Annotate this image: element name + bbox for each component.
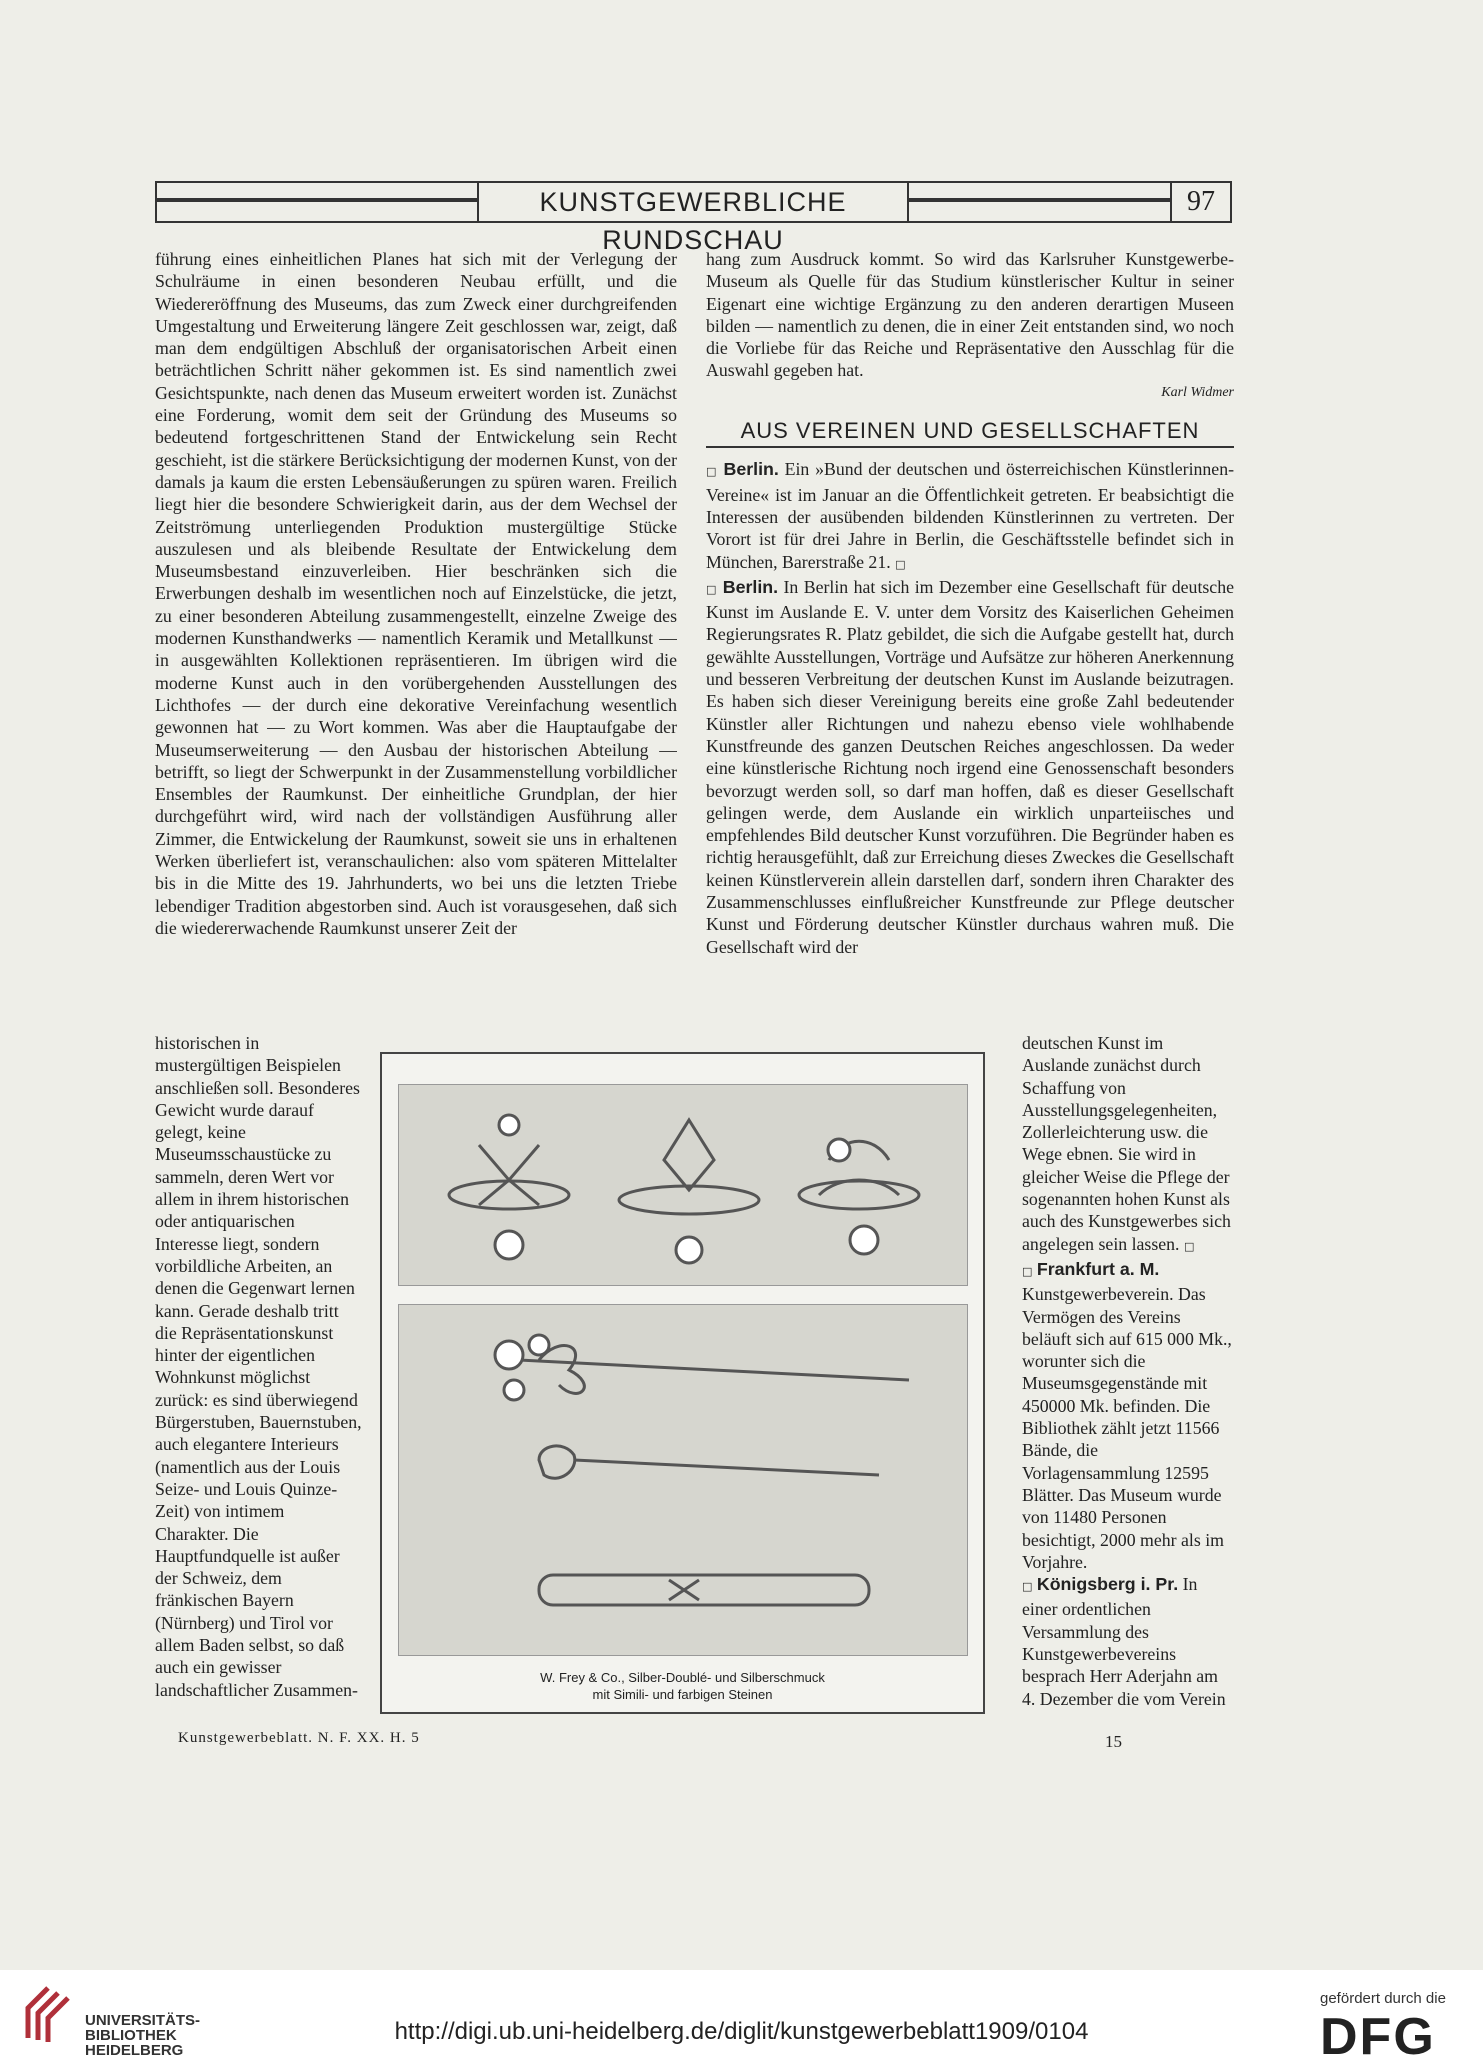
brooches-illustration (399, 1305, 967, 1655)
running-head (155, 181, 1232, 255)
left-column-narrow (155, 1032, 362, 1722)
footer-signature-number: 15 (1105, 1732, 1122, 1751)
figure-frame (380, 1052, 985, 1714)
news-item-berlin-2-cont (1022, 1032, 1232, 1258)
running-head-title: KUNSTGEWERBLICHE RUNDSCHAU (477, 183, 909, 221)
news-text: In Berlin hat sich im Dezember eine Gesellschaft für deutsche Kunst im Auslande E. V. unter dem Vorsitz des Kaiserlichen Geheimen Regierungsrates R. Platz gebildet, die sich die Aufgabe gestellt hat, durch gewählte Ausstellungen, Vorträge und Aufsätze zur höheren Anerkennung und besseren Verbreitung der deutschen Kunst im Auslande beizutragen. Es haben sich dieser Vereinigung bereits eine große Zahl bedeutender Künstler aller Richtungen und nahezu ebenso viele wohlhabende Kunstfreunde des ganzen Deutschen Reiches angeschlossen. Da weder eine künstlerische Richtung noch irgend eine Genossenschaft besonders bevorzugt werden soll, so darf man hoffen, daß es dieser Gesellschaft gelingen werde, dem Auslande ein wirklich unparteiisches und empfehlendes Bild deutscher Kunst vorzuführen. Die Begründer haben es richtig herausgefühlt, daß zur Erreichung dieses Zweckes die Gesellschaft keinen Künstlerverein allein darstellen darf, sondern ihren Charakter des Zusammenschlusses einflußreicher Kunstfreunde zur Pflege deutscher Kunst und Förderung deutscher Künstler durchaus wahren muß. Die Gesellschaft wird der (706, 576, 1234, 957)
library-name-line-3: HEIDELBERG (85, 2042, 184, 2059)
left-column (155, 248, 677, 1028)
bullet-square-icon: □ (1022, 1264, 1033, 1278)
library-name-line-1: UNIVERSITÄTS- (85, 2012, 201, 2029)
news-city: Berlin. (722, 576, 779, 597)
news-item-berlin-2 (706, 576, 1234, 958)
news-text: Ein »Bund der deutschen und österreichischen Künstlerinnen-Vereine« ist im Januar an die Öffentlichkeit getreten. Er beabsichtigt die Interessen der ausübenden bildenden Künstlerinnen zu vertreten. Der Vorort ist für drei Jahre in Berlin, die Geschäftsstelle befindet sich in München, Barerstraße 21. (706, 459, 1234, 572)
dfg-logo[interactable]: DFG (1320, 2008, 1436, 2066)
section-heading: AUS VEREINEN UND GESELLSCHAFTEN (706, 420, 1234, 448)
library-name-line-2: BIBLIOTHEK (85, 2027, 177, 2044)
caption-line-2: mit Simili- und farbigen Steinen (592, 1687, 773, 1702)
news-item-frankfurt (1022, 1258, 1232, 1573)
caption-line-1: W. Frey & Co., Silber-Doublé- und Silberschmuck (540, 1670, 825, 1685)
photo-brooches (398, 1304, 968, 1656)
news-city: Königsberg i. Pr. (1036, 1574, 1179, 1595)
news-item-berlin-1 (706, 458, 1234, 575)
news-text: deutschen Kunst im Auslande zunächst durch Schaffung von Ausstellungsgelegenheiten, Zollerleichterung usw. die Wege ebnen. Sie wird in gleicher Weise die Pflege der sogenannten hohen Kunst als auch des Kunstgewerbes sich angelegen sein lassen. (1022, 1033, 1231, 1254)
page-number: 97 (1170, 183, 1230, 221)
right-column-narrow (1022, 1032, 1232, 1722)
end-square-icon: □ (1183, 1239, 1195, 1253)
bullet-square-icon: □ (1022, 1580, 1033, 1594)
right-column (706, 248, 1234, 1028)
signature: Karl Widmer (1161, 384, 1234, 400)
news-city: Frankfurt a. M. (1036, 1258, 1160, 1279)
news-text: Kunstgewerbeverein. Das Vermögen des Vereins beläuft sich auf 615 000 Mk., worunter sich die Museumsgegenstände mit 450000 Mk. befinden. Die Bibliothek zählt jetzt 11566 Bände, die Vorlagensammlung 12595 Blätter. Das Museum wurde von 11480 Personen besichtigt, 2000 mehr als im Vorjahre. (1022, 1284, 1232, 1572)
bullet-square-icon: □ (706, 582, 718, 596)
bullet-square-icon: □ (706, 465, 718, 479)
footer-journal: Kunstgewerbeblatt. N. F. XX. H. 5 (178, 1730, 420, 1746)
figure-caption (382, 1669, 983, 1703)
funding-note: gefördert durch die (1320, 1990, 1446, 2007)
news-text: In einer ordentlichen Versammlung des Kunstgewerbevereins besprach Herr Aderjahn am 4. Dezember die vom Verein (1022, 1574, 1226, 1709)
right-column-intro: hang zum Ausdruck kommt. So wird das Karlsruher Kunstgewerbe-Museum als Quelle für das Studium künstlerischer Kultur in seiner Eigenart eine wichtige Ergänzung zu den anderen derartigen Museen bilden — namentlich zu denen, die in einer Zeit entstanden sind, wo noch die Vorliebe für das Reiche und Repräsentative den Ausschlag für die Auswahl gegeben hat. (706, 249, 1234, 381)
photo-rings (398, 1084, 968, 1286)
news-item-koenigsberg (1022, 1573, 1232, 1710)
rings-illustration (399, 1085, 967, 1285)
end-square-icon: □ (895, 557, 906, 571)
source-url-link[interactable]: http://digi.ub.uni-heidelberg.de/diglit/kunstgewerbeblatt1909/0104 (394, 2018, 1089, 2045)
left-column-text: führung eines einheitlichen Planes hat sich mit der Verlegung der Schulräume in einen besonderen Neubau erfüllt, und die Wiedereröffnung des Museums, das zum Zweck einer durchgreifenden Umgestaltung und Erweiterung längere Zeit geschlossen war, zeigt, daß man dem endgültigen Abschluß der organisatorischen Arbeit einen beträchtlichen Schritt näher gekommen ist. Es sind namentlich zwei Gesichtspunkte, nach denen das Museum erweitert worden ist. Zunächst eine Forderung, womit dem seit der Gründung des Museums so bedeutend fortgeschrittenen Stand der Entwickelung sein Recht geschieht, ist die stärkere Berücksichtigung der modernen Kunst, von der damals ja kaum die ersten Lebensäußerungen zu spüren waren. Freilich liegt hier die besondere Schwierigkeit darin, aus der dem Wechsel der Zeitströmung unterliegenden Produktion mustergültige Stücke auszulesen und als bleibende Resultate der Entwickelung dem Museumsbestand einzuverleiben. Hier beschränken sich die Erwerbungen deshalb im wesentlichen noch auf Einzelstücke, die jetzt, zu einer besonderen Abteilung zusammengestellt, einzelne Zweige des modernen Kunsthandwerks — namentlich Keramik und Metallkunst — in ausgewählten Kollektionen repräsentieren. Im übrigen wird die moderne Kunst auch in den vorübergehenden Ausstellungen des Lichthofes — der durch eine dekorative Vereinfachung wesentlich gewonnen hat — zu Wort kommen. Was aber die Hauptaufgabe der Museumserweiterung — den Ausbau der historischen Abteilung — betrifft, so liegt der Schwerpunkt in der Zusammenstellung vorbildlicher Ensembles der Raumkunst. Der einheitliche Grundplan, der hier durchgeführt wird, wird nach der vollständigen Ausführung aller Zimmer, die Entwickelung der Raumkunst, soweit sie uns in erhaltenen Werken überliefert ist, veranschaulichen: also vom späteren Mittelalter bis in die Mitte des 19. Jahrhunderts, wo bei uns die letzten Triebe lebendiger Tradition abgestorben sind. Auch ist vorausgesehen, daß sich die wiedererwachende Raumkunst unserer Zeit der (155, 249, 677, 938)
news-city: Berlin. (723, 459, 779, 480)
left-column-narrow-text: historischen in mustergültigen Beispielen anschließen soll. Besonderes Gewicht wurde darauf gelegt, keine Museumsschaustücke zu sammeln, deren Wert vor allem in ihrem historischen oder antiquarischen Interesse liegt, sondern vorbildliche Arbeiten, an denen die Gegenwart lernen kann. Gerade deshalb tritt die Repräsentationskunst hinter der eigentlichen Wohnkunst möglichst zurück: es sind überwiegend Bürgerstuben, Bauernstuben, auch elegantere Interieurs (namentlich aus der Louis Seize- und Louis Quinze-Zeit) von intimem Charakter. Die Hauptfundquelle ist außer der Schweiz, dem fränkischen Bayern (Nürnberg) und Tirol vor allem Baden selbst, so daß auch ein gewisser landschaftlicher Zusammen- (155, 1033, 362, 1700)
